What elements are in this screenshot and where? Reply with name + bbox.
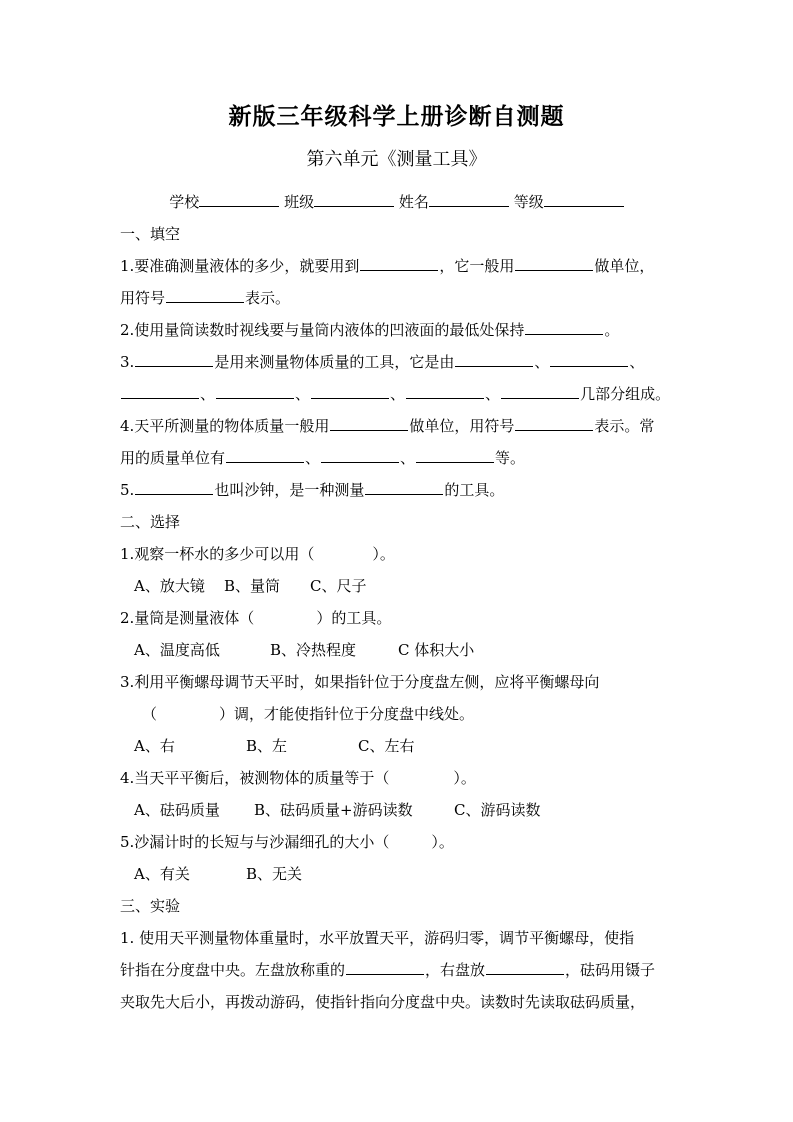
answer-blank[interactable] [486, 958, 564, 975]
section-heading-fill: 一、填空 [120, 225, 181, 243]
choice-q3-options [134, 734, 694, 758]
question-text: ）。 [431, 833, 454, 851]
separator: 、 [629, 353, 645, 371]
fill-q4-line2 [120, 446, 680, 470]
question-text: 用符号 [120, 289, 166, 307]
choice-q5 [120, 830, 680, 854]
question-text: 表示。 [245, 289, 291, 307]
student-info-row [0, 188, 793, 215]
name-blank[interactable] [429, 188, 509, 207]
school-label: 学校 [169, 193, 200, 211]
question-text: 用的质量单位有 [120, 449, 226, 467]
option-b[interactable]: B、无关 [246, 865, 303, 883]
separator: 、 [534, 353, 550, 371]
answer-blank[interactable] [455, 350, 533, 367]
page-title: 新版三年级科学上册诊断自测题 [228, 103, 565, 130]
fill-q3-line1 [120, 350, 680, 374]
choice-q5-options [134, 862, 694, 886]
answer-blank[interactable] [121, 382, 199, 399]
question-text: 做单位， [594, 257, 655, 275]
choice-q1-options [134, 574, 694, 598]
option-c[interactable]: C、左右 [358, 737, 415, 755]
question-text: 1.观察一杯水的多少可以用（ [120, 545, 315, 563]
answer-blank[interactable] [135, 350, 213, 367]
question-text: （ [142, 705, 158, 723]
section-heading-experiment: 三、实验 [120, 897, 181, 915]
answer-blank[interactable] [166, 286, 244, 303]
answer-blank[interactable] [226, 446, 304, 463]
choice-q3-line2 [142, 702, 702, 726]
choice-q2 [120, 606, 680, 630]
separator: 、 [485, 385, 501, 403]
answer-blank[interactable] [216, 382, 294, 399]
question-text: 也叫沙钟，是一种测量 [214, 481, 365, 499]
class-blank[interactable] [314, 188, 394, 207]
question-text: 。 [604, 321, 620, 339]
question-text: 的工具。 [444, 481, 505, 499]
answer-blank[interactable] [515, 254, 593, 271]
option-b[interactable]: B、砝码质量+游码读数 [254, 801, 413, 819]
separator: 、 [390, 385, 406, 403]
question-text: 5.沙漏计时的长短与与沙漏细孔的大小（ [120, 833, 390, 851]
answer-blank[interactable] [550, 350, 628, 367]
option-a[interactable]: A、放大镜 [134, 577, 205, 595]
answer-blank[interactable] [135, 478, 213, 495]
answer-blank[interactable] [501, 382, 579, 399]
option-b[interactable]: B、量筒 [224, 577, 281, 595]
school-blank[interactable] [199, 188, 279, 207]
choice-q1 [120, 542, 680, 566]
answer-blank[interactable] [515, 414, 593, 431]
fill-q1-line2 [120, 286, 680, 310]
answer-blank[interactable] [321, 446, 399, 463]
separator: 、 [400, 449, 416, 467]
option-a[interactable]: A、右 [134, 737, 175, 755]
fill-q2 [120, 318, 680, 342]
choice-q2-options [134, 638, 694, 662]
question-text: ）。 [453, 769, 476, 787]
unit-subtitle: 第六单元《测量工具》 [306, 149, 487, 170]
question-text: ，它一般用 [439, 257, 515, 275]
question-text: 3. [120, 353, 135, 371]
answer-blank[interactable] [525, 318, 603, 335]
question-text: 4.天平所测量的物体质量一般用 [120, 417, 330, 435]
name-label: 姓名 [398, 193, 429, 211]
experiment-q1-line2 [120, 958, 680, 982]
class-label: 班级 [284, 193, 315, 211]
question-text: 表示。常 [594, 417, 655, 435]
option-a[interactable]: A、有关 [134, 865, 190, 883]
question-text: 4.当天平平衡后，被测物体的质量等于（ [120, 769, 390, 787]
choice-q4-options [134, 798, 694, 822]
question-text: 几部分组成。 [580, 385, 671, 403]
experiment-q1-line1: 1. 使用天平测量物体重量时，水平放置天平，游码归零，调节平衡螺母，使指 [120, 929, 635, 947]
question-text: ）的工具。 [316, 609, 392, 627]
separator: 、 [295, 385, 311, 403]
option-c[interactable]: C 体积大小 [398, 641, 475, 659]
grade-label: 等级 [513, 193, 544, 211]
question-text: ，砝码用镊子 [565, 961, 656, 979]
question-text: 针指在分度盘中央。左盘放称重的 [120, 961, 346, 979]
answer-blank[interactable] [330, 414, 408, 431]
fill-q4-line1 [120, 414, 680, 438]
option-b[interactable]: B、冷热程度 [270, 641, 357, 659]
question-text: ）调，才能使指针位于分度盘中线处。 [219, 705, 475, 723]
question-text: 2.使用量筒读数时视线要与量筒内液体的凹液面的最低处保持 [120, 321, 525, 339]
question-text: 做单位，用符号 [409, 417, 515, 435]
option-a[interactable]: A、温度高低 [134, 641, 220, 659]
choice-q4 [120, 766, 680, 790]
choice-q3-line1: 3.利用平衡螺母调节天平时，如果指针位于分度盘左侧，应将平衡螺母向 [120, 673, 600, 691]
experiment-q1-line3: 夹取先大后小，再拨动游码，使指针指向分度盘中央。读数时先读取砝码质量， [120, 993, 646, 1011]
option-c[interactable]: C、游码读数 [454, 801, 541, 819]
answer-blank[interactable] [416, 446, 494, 463]
section-heading-choice: 二、选择 [120, 513, 181, 531]
answer-blank[interactable] [346, 958, 424, 975]
answer-blank[interactable] [311, 382, 389, 399]
option-c[interactable]: C、尺子 [310, 577, 367, 595]
question-text: 5. [120, 481, 135, 499]
answer-blank[interactable] [406, 382, 484, 399]
answer-blank[interactable] [360, 254, 438, 271]
answer-blank[interactable] [365, 478, 443, 495]
option-b[interactable]: B、左 [246, 737, 288, 755]
fill-q5 [120, 478, 680, 502]
grade-blank[interactable] [544, 188, 624, 207]
question-text: 1.要准确测量液体的多少，就要用到 [120, 257, 360, 275]
question-text: 等。 [495, 449, 526, 467]
option-a[interactable]: A、砝码质量 [134, 801, 220, 819]
question-text: ）。 [372, 545, 395, 563]
fill-q1-line1 [120, 254, 680, 278]
question-text: 2.量筒是测量液体（ [120, 609, 255, 627]
separator: 、 [200, 385, 216, 403]
question-text: 是用来测量物体质量的工具，它是由 [214, 353, 455, 371]
fill-q3-line2 [120, 382, 680, 406]
separator: 、 [305, 449, 321, 467]
question-text: ，右盘放 [425, 961, 486, 979]
